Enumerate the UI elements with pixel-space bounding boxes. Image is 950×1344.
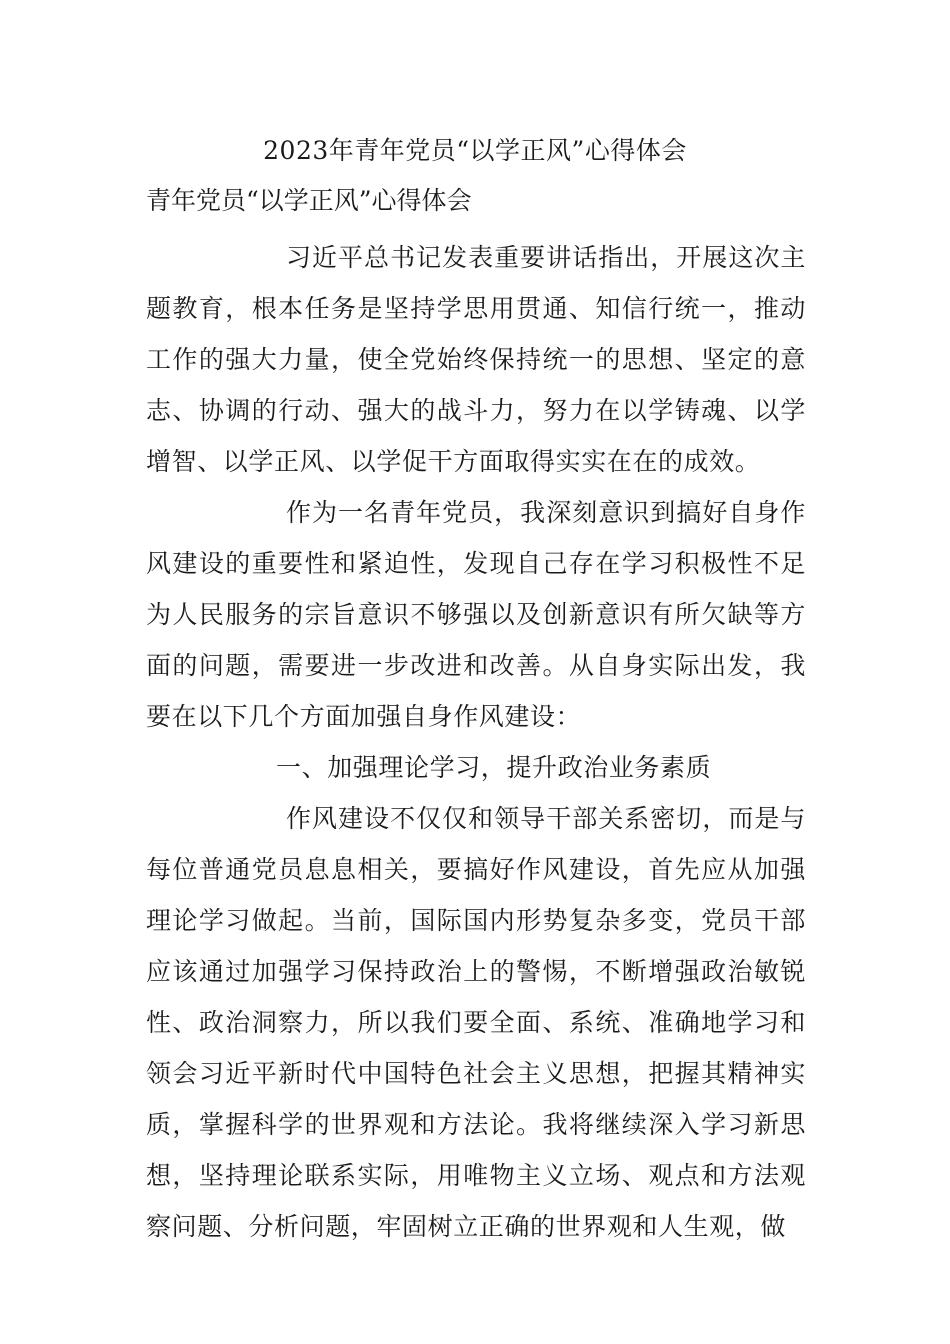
- document-body: [146, 232, 806, 1252]
- paragraph-intro: 习近平总书记发表重要讲话指出，开展这次主题教育，根本任务是坚持学思用贯通、知信行统一，推动工作的强大力量，使全党始终保持统一的思想、坚定的意志、协调的行动、强大的战斗力，努力在以学铸魂、以学增智、以学正风、以学促干方面取得实实在在的成效。: [146, 243, 806, 476]
- paragraph-theory-study: 作风建设不仅仅和领导干部关系密切，而是与每位普通党员息息相关，要搞好作风建设，首先应从加强理论学习做起。当前，国际国内形势复杂多变，党员干部应该通过加强学习保持政治上的警惕，不断增强政治敏锐性、政治洞察力，所以我们要全面、系统、准确地学习和领会习近平新时代中国特色社会主义思想，把握其精神实质，掌握科学的世界观和方法论。我将继续深入学习新思想，坚持理论联系实际，用唯物主义立场、观点和方法观察问题、分析问题，牢固树立正确的世界观和人生观，做: [146, 804, 806, 1241]
- section-heading-1: 一、加强理论学习，提升政治业务素质: [276, 753, 712, 782]
- paragraph-self-reflection: 作为一名青年党员，我深刻意识到搞好自身作风建设的重要性和紧迫性，发现自己存在学习积极性不足为人民服务的宗旨意识不够强以及创新意识有所欠缺等方面的问题，需要进一步改进和改善。从自身实际出发，我要在以下几个方面加强自身作风建设：: [146, 498, 806, 731]
- document-subtitle: 青年党员“以学正风”心得体会: [146, 186, 472, 215]
- document-title: 2023年青年党员“以学正风”心得体会: [263, 136, 687, 165]
